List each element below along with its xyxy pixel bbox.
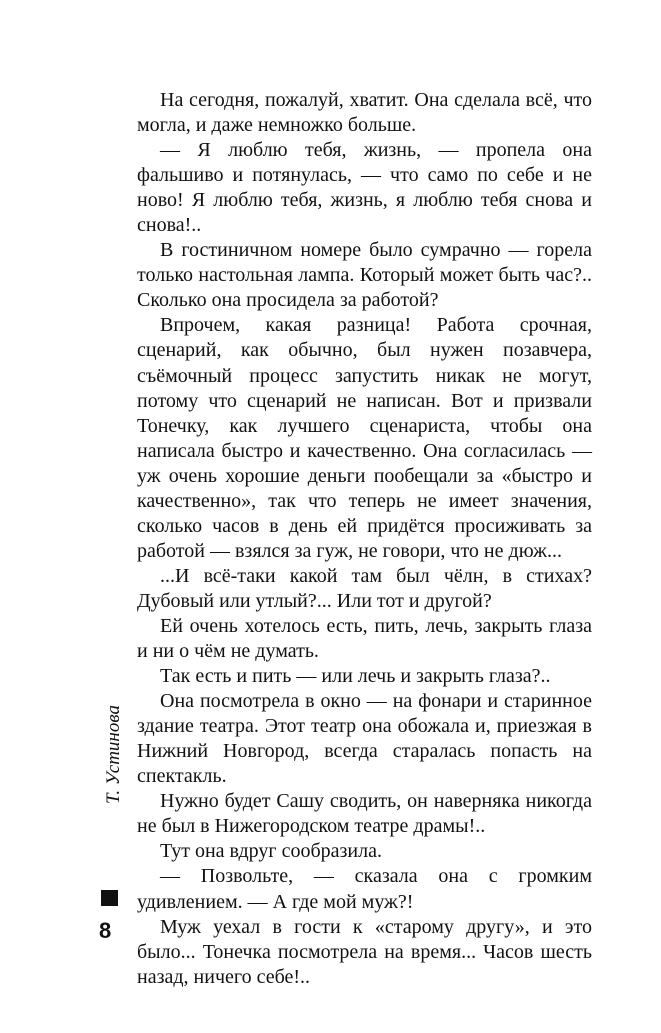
square-marker xyxy=(101,890,118,906)
paragraph: Она посмотрела в окно — на фонари и старинное здание театра. Этот театр она обожала и, приезжая в Нижний Новгород, всегда старалась попасть на спектакль. xyxy=(137,690,592,788)
paragraph: ...И всё-таки какой там был чёлн, в стихах? Дубовый или утлый?... Или тот и другой? xyxy=(137,564,592,612)
paragraph: На сегодня, пожалуй, хватит. Она сделала всё, что могла, и даже немножко больше. xyxy=(137,89,592,137)
running-head-author: Т. Устинова xyxy=(103,705,124,804)
paragraph: Тут она вдруг сообразила. xyxy=(160,840,382,863)
paragraph: Ей очень хотелось есть, пить, лечь, закрыть глаза и ни о чём не думать. xyxy=(137,614,592,663)
paragraph: Муж уехал в гости к «старому другу», и это было... Тонечка посмотрела на время... Часов шесть назад, ничего себе!.. xyxy=(137,915,592,988)
paragraph: Нужно будет Сашу сводить, он наверняка никогда не был в Нижегородском театре драмы!.. xyxy=(137,790,592,838)
paragraph: Впрочем, какая разница! Работа срочная, сценарий, как обычно, был нужен позавчера, съёмочный процесс запустить никак не могут, потому что сценарий не написан. Вот и призвали Тонечку, как лучшего сценариста, чтобы она написала быстро и качественно. Она согласилась — уж очень хорошие деньги пообещали за «быстро и качественно», так что теперь не имеет значения, сколько часов в день ей придётся просиживать за работой — взялся за гуж, не говори, что не дюж... xyxy=(137,314,592,562)
paragraph: Так есть и пить — или лечь и закрыть глаза?.. xyxy=(160,665,551,688)
paragraph: В гостиничном номере было сумрачно — горела только настольная лампа. Который может быть час?.. Сколько она просидела за работой? xyxy=(137,239,592,312)
paragraph: — Я люблю тебя, жизнь, — пропела она фальшиво и потянулась, — что само по себе и не ново! Я люблю тебя, жизнь, я люблю тебя снова и снова!.. xyxy=(137,139,592,237)
paragraph: — Позвольте, — сказала она с громким удивлением. — А где мой муж?! xyxy=(137,865,592,913)
body-text xyxy=(137,88,592,990)
page-number: 8 xyxy=(99,918,112,943)
